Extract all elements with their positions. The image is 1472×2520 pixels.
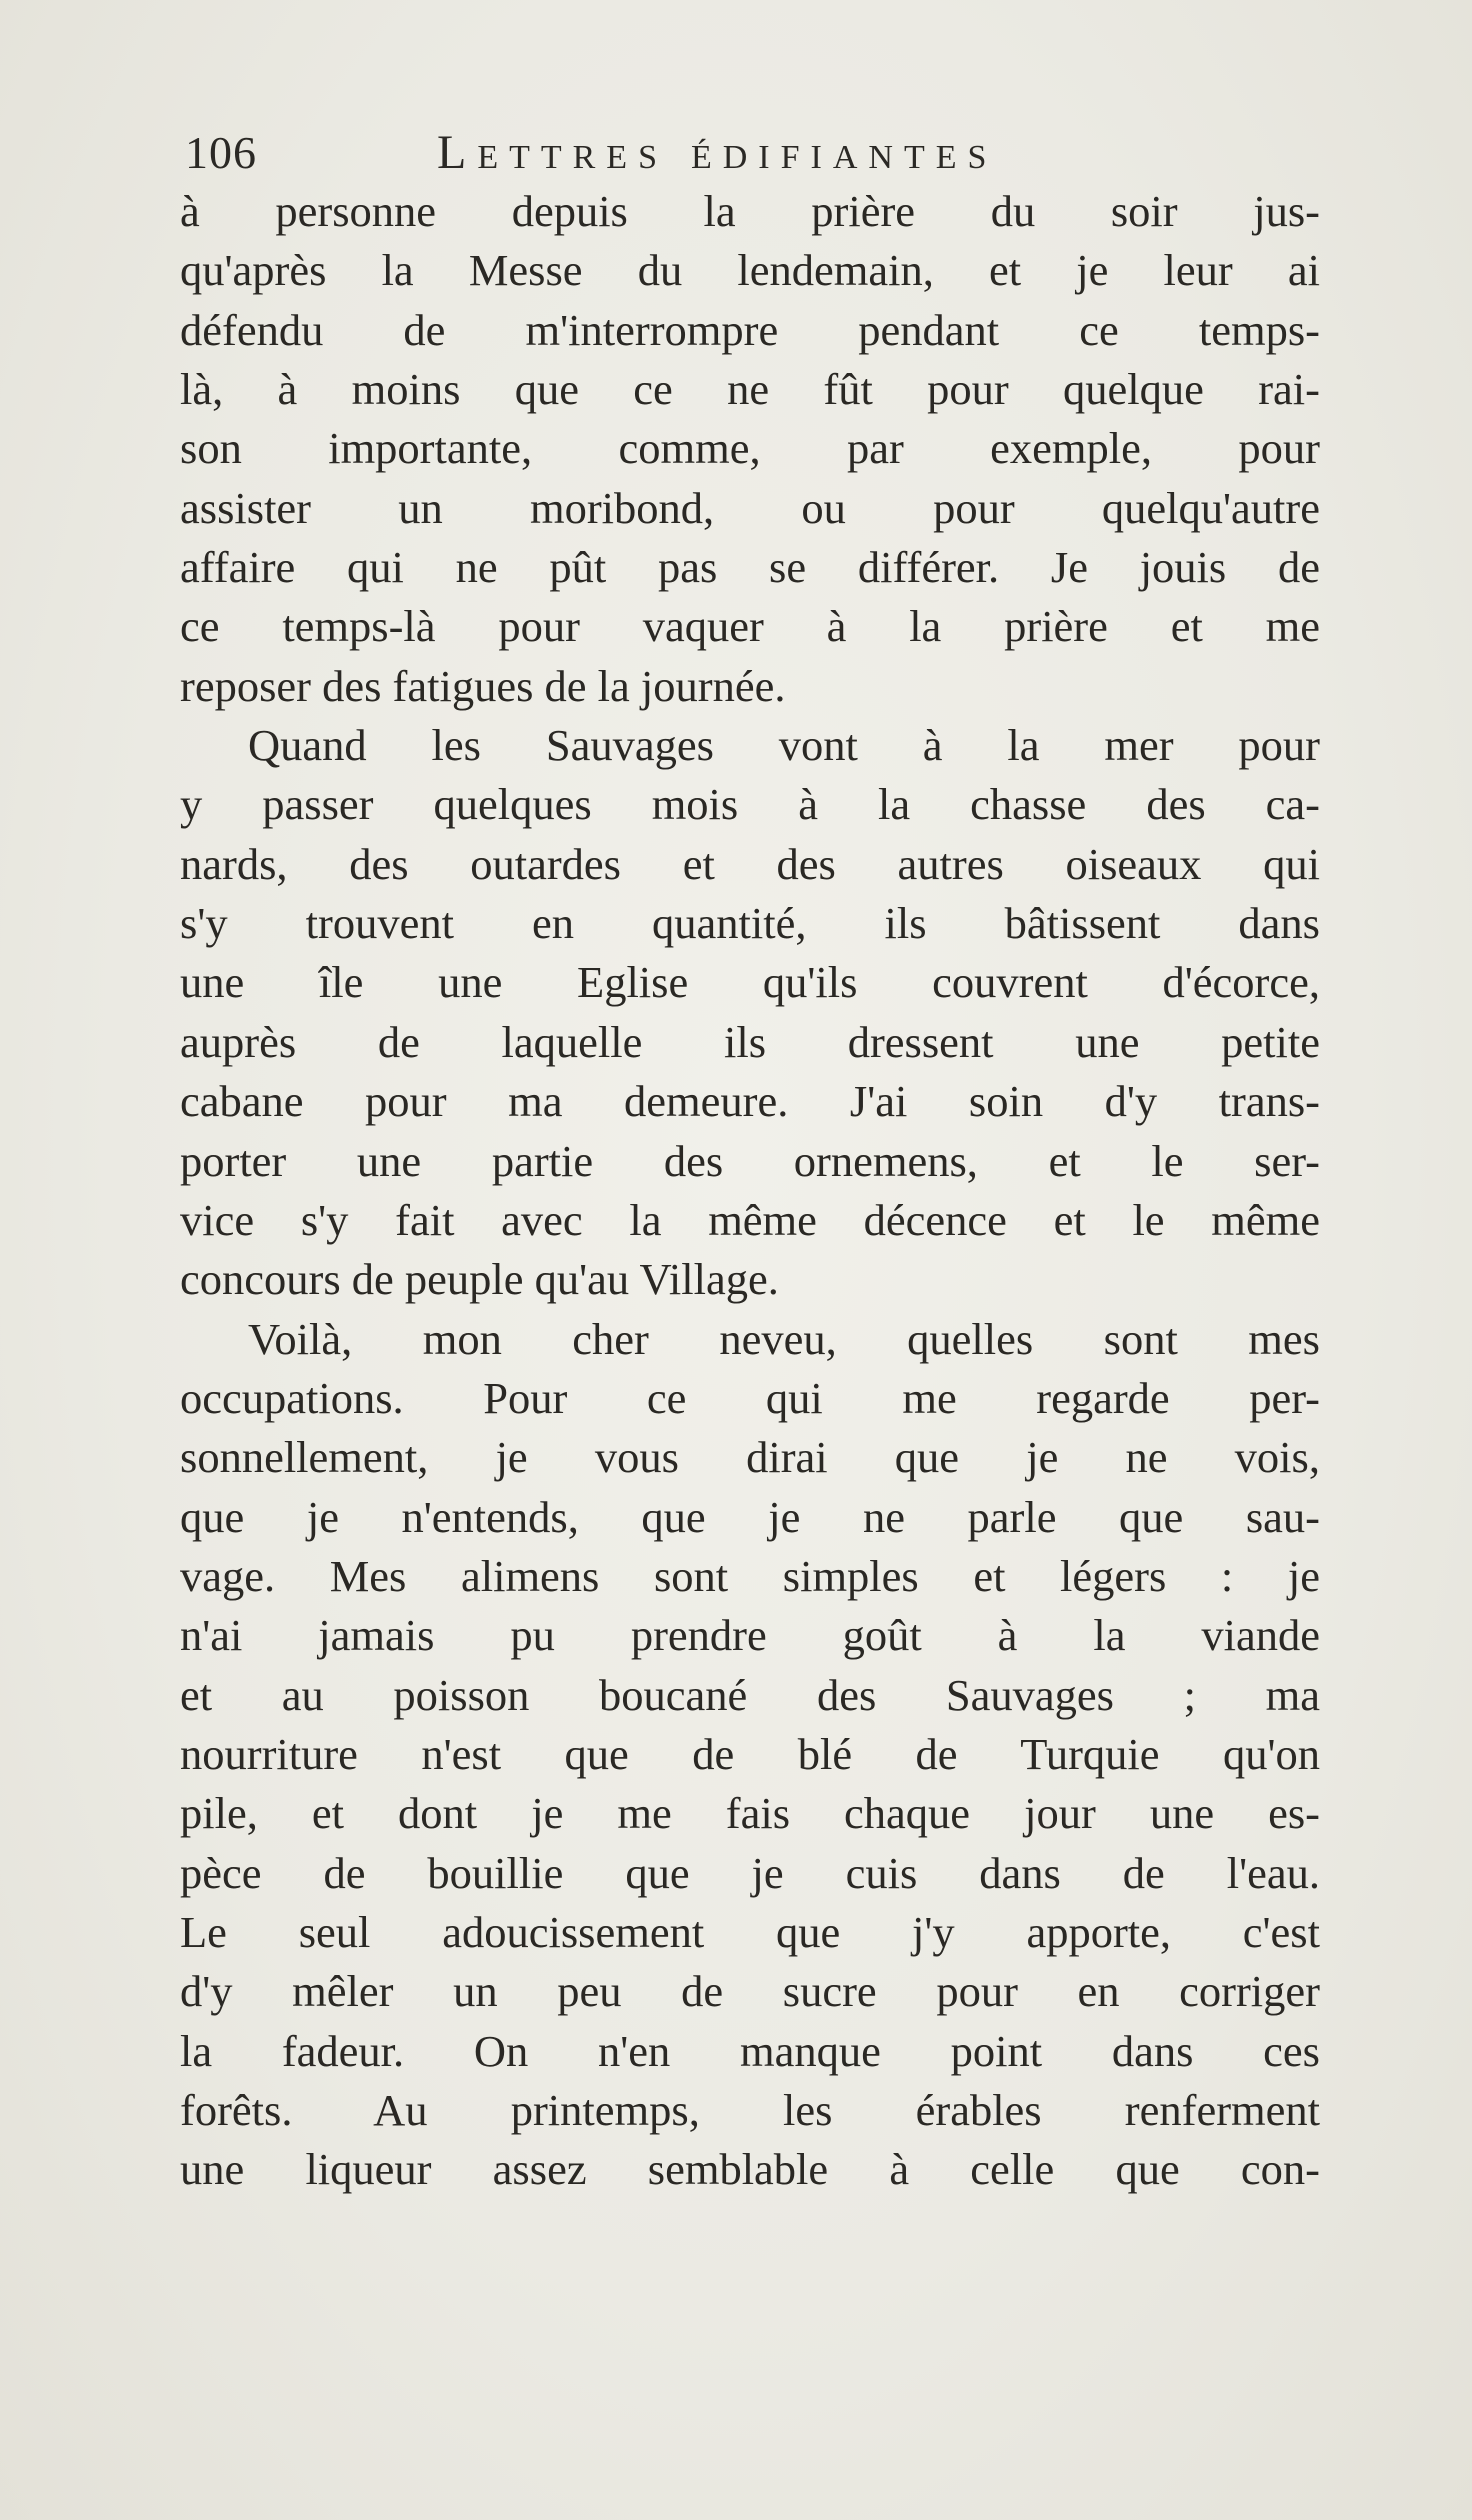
text-line: qu'après la Messe du lendemain, et je leur ai: [180, 245, 1320, 296]
text-line: vage. Mes alimens sont simples et légers : je: [180, 1550, 1320, 1601]
text-line: pèce de bouillie que je cuis dans de l'eau.: [180, 1847, 1320, 1898]
text-line: s'y trouvent en quantité, ils bâtissent dans: [180, 898, 1320, 949]
text-line: et au poisson boucané des Sauvages ; ma: [180, 1669, 1320, 1720]
text-line: là, à moins que ce ne fût pour quelque rai-: [180, 364, 1320, 415]
text-line: affaire qui ne pût pas se différer. Je jouis de: [180, 542, 1320, 593]
text-line: forêts. Au printemps, les érables renferment: [180, 2085, 1320, 2135]
text-line: son importante, comme, par exemple, pour: [180, 423, 1320, 474]
text-line: la fadeur. On n'en manque point dans ces: [180, 2025, 1320, 2076]
text-line: occupations. Pour ce qui me regarde per-: [180, 1372, 1320, 1423]
text-line: nourriture n'est que de blé de Turquie qu'on: [180, 1728, 1320, 1779]
text-line: pile, et dont je me fais chaque jour une es-: [180, 1788, 1320, 1839]
text-line: d'y mêler un peu de sucre pour en corriger: [180, 1966, 1320, 2017]
text-line: une île une Eglise qu'ils couvrent d'écorce,: [180, 957, 1320, 1008]
running-head: [185, 118, 1325, 188]
paragraph-end-line: concours de peuple qu'au Village.: [180, 1254, 779, 1305]
text-line: assister un moribond, ou pour quelqu'autre: [180, 482, 1320, 533]
text-line: vice s'y fait avec la même décence et le même: [180, 1194, 1320, 1245]
text-line: nards, des outardes et des autres oiseaux qui: [180, 838, 1320, 889]
text-line: porter une partie des ornemens, et le ser-: [180, 1135, 1320, 1186]
running-title: Lettres édifiantes: [437, 126, 998, 179]
text-line: y passer quelques mois à la chasse des ca-: [180, 779, 1320, 830]
page-number: 106: [185, 127, 257, 178]
text-line: une liqueur assez semblable à celle que con-: [180, 2144, 1320, 2195]
body-text: [180, 182, 1320, 2200]
text-line: sonnellement, je vous dirai que je ne vois,: [180, 1432, 1320, 1483]
text-line: que je n'entends, que je ne parle que sau-: [180, 1491, 1320, 1542]
text-line: défendu de m'interrompre pendant ce temps-: [180, 304, 1320, 355]
paragraph-start-line: Quand les Sauvages vont à la mer pour: [248, 720, 1320, 771]
text-line: ce temps-là pour vaquer à la prière et me: [180, 601, 1320, 652]
paragraph-end-line: reposer des fatigues de la journée.: [180, 660, 786, 711]
text-line: auprès de laquelle ils dressent une petite: [180, 1016, 1320, 1067]
text-line: à personne depuis la prière du soir jus-: [180, 186, 1320, 236]
text-line: Le seul adoucissement que j'y apporte, c'est: [180, 1906, 1320, 1957]
text-line: cabane pour ma demeure. J'ai soin d'y trans-: [180, 1076, 1320, 1127]
paragraph-start-line: Voilà, mon cher neveu, quelles sont mes: [248, 1313, 1320, 1364]
text-line: n'ai jamais pu prendre goût à la viande: [180, 1610, 1320, 1661]
